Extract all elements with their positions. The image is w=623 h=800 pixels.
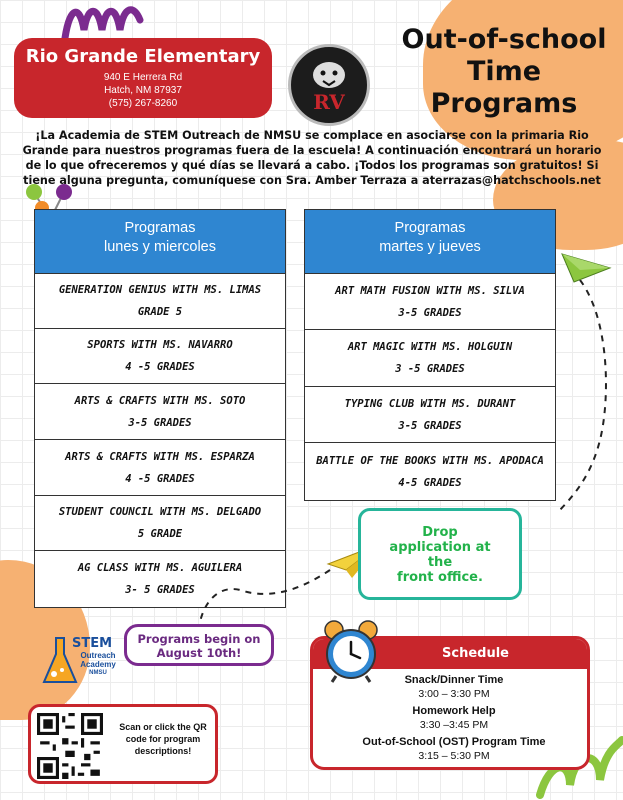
school-phone: (575) 267-8260 [108, 98, 178, 109]
school-address-line2: Hatch, NM 87937 [104, 85, 182, 96]
mon-wed-header [35, 210, 285, 274]
program-name: GENERATION GENIUS WITH MS. LIMAS [58, 284, 262, 296]
mon-wed-heading1: Programas [124, 220, 196, 236]
stem-sub2: Academy [80, 660, 116, 669]
program-name: SPORTS WITH MS. NAVARRO [87, 339, 233, 351]
program-grade: GRADE 5 [137, 306, 183, 318]
qr-code-box[interactable] [28, 704, 218, 784]
schedule-item-time: 3:30 –3:45 PM [419, 719, 489, 731]
tue-thu-programs-table [304, 209, 556, 501]
green-paper-plane-icon [560, 248, 612, 284]
dashed-path-decoration [560, 280, 620, 530]
schedule-item-label: Out-of-School (OST) Program Time [362, 736, 546, 748]
program-name: ART MATH FUSION WITH MS. SILVA [335, 284, 525, 297]
dashed-path-left-decoration [190, 560, 340, 630]
program-grade: 4 -5 GRADES [125, 472, 195, 485]
program-grade: 3-5 GRADES [128, 416, 192, 429]
program-name: ART MAGIC WITH MS. HOLGUIN [347, 341, 513, 353]
school-address-line1: 940 E Herrera Rd [103, 72, 183, 83]
qr-code-icon[interactable] [37, 713, 103, 779]
mon-wed-heading2: lunes y miercoles [103, 239, 216, 255]
program-name: BATTLE OF THE BOOKS WITH MS. APODACA [316, 454, 544, 467]
tue-thu-heading2: martes y jueves [379, 239, 481, 255]
program-grade: 4 -5 GRADES [125, 361, 195, 373]
logo-initials: RV [313, 90, 345, 114]
program-row [35, 440, 285, 496]
begin-line1: Programs begin on [137, 632, 261, 646]
school-name: Rio Grande Elementary [25, 46, 261, 67]
qr-instructions: Scan or click the QR code for program descriptions! [119, 722, 207, 756]
title-line1: Out-of-school [401, 24, 607, 55]
programs-begin-box [124, 624, 274, 666]
mon-wed-programs-table [34, 209, 286, 608]
title-line2: Time [466, 56, 542, 87]
program-row [305, 274, 555, 330]
stem-logo-title: STEM [72, 636, 113, 651]
tue-thu-header [305, 210, 555, 274]
program-row [35, 329, 285, 384]
begin-line2: August 10th! [156, 646, 242, 660]
school-mascot-logo [288, 44, 370, 126]
school-info-box [14, 38, 272, 118]
program-grade: 3-5 GRADES [398, 306, 462, 319]
program-grade: 5 GRADE [137, 528, 183, 540]
program-row [35, 496, 285, 551]
program-name: STUDENT COUNCIL WITH MS. DELGADO [58, 506, 262, 518]
program-grade: 3-5 GRADES [398, 419, 462, 432]
drop-line4: front office. [397, 570, 483, 585]
purple-squiggle-decoration [60, 0, 150, 42]
program-name: ARTS & CRAFTS WITH MS. SOTO [74, 394, 246, 407]
stem-sub1: Outreach [80, 651, 116, 660]
program-row [305, 330, 555, 387]
title-line3: Programs [430, 88, 578, 119]
program-row [35, 384, 285, 440]
drop-line3: the [427, 555, 453, 570]
schedule-item-time: 3:00 – 3:30 PM [418, 688, 490, 700]
program-grade: 3 -5 GRADES [395, 363, 465, 375]
program-row [35, 274, 285, 329]
program-name: ARTS & CRAFTS WITH MS. ESPARZA [65, 450, 255, 463]
schedule-item-label: Homework Help [412, 705, 496, 717]
mascot-icon [297, 53, 361, 117]
stem-logo-subtitle [76, 651, 120, 678]
alarm-clock-icon [322, 618, 380, 684]
stem-sub3: NMSU [89, 670, 107, 676]
schedule-item-label: Snack/Dinner Time [404, 674, 504, 686]
program-name: AG CLASS WITH MS. AGUILERA [77, 562, 243, 574]
page-title [390, 24, 618, 120]
program-row [305, 443, 555, 500]
program-row [305, 387, 555, 443]
drop-application-box [358, 508, 522, 600]
schedule-heading: Schedule [313, 639, 587, 669]
tue-thu-heading1: Programas [394, 220, 466, 236]
program-grade: 4-5 GRADES [398, 476, 462, 489]
intro-paragraph: ¡La Academia de STEM Outreach de NMSU se complace en asociarse con la primaria Rio Grande para nuestros programas fuera de la escuela! A continuación encontrará un horario de lo que ofreceremos y qué días se llevará a cabo. ¡Todos los programas son gratuitos! Si tiene alguna pregunta, comuníquese con Sra. Amber Terraza a aterrazas@hatchschools.net [22, 129, 602, 187]
drop-line2: application at [389, 540, 491, 555]
program-name: TYPING CLUB WITH MS. DURANT [344, 397, 516, 410]
schedule-item-time: 3:15 – 5:30 PM [418, 750, 490, 762]
program-grade: 3- 5 GRADES [125, 584, 195, 596]
drop-line1: Drop [422, 525, 458, 540]
